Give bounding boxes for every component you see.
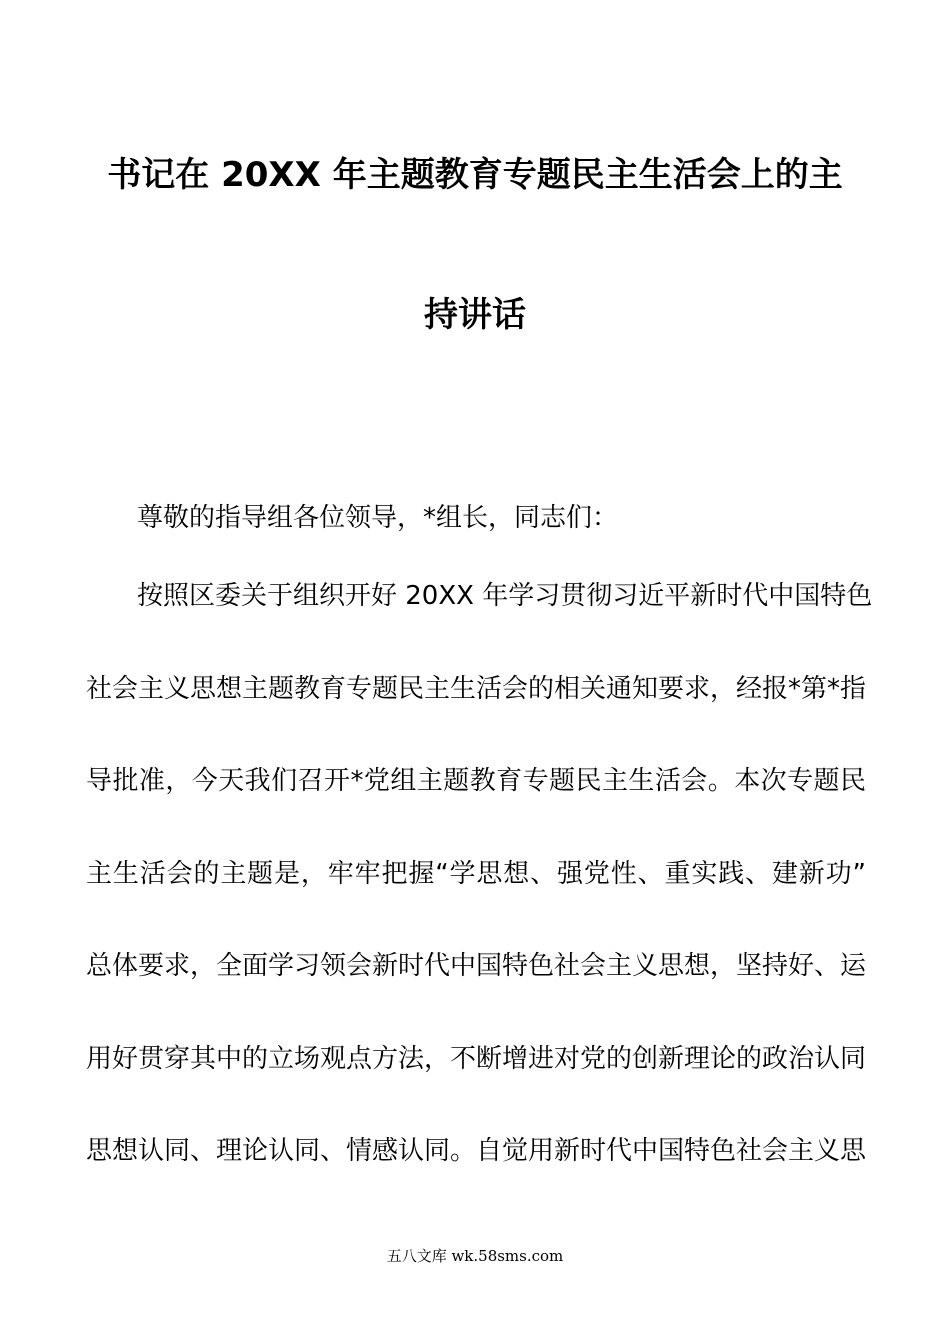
document-title-line-1: 书记在 20XX 年主题教育专题民主生活会上的主: [107, 155, 843, 195]
paragraph-line: 用好贯穿其中的立场观点方法，不断增进对党的创新理论的政治认同: [86, 1044, 867, 1074]
paragraph-line: 按照区委关于组织开好 20XX 年学习贯彻习近平新时代中国特色: [137, 581, 873, 611]
paragraph-line: 思想认同、理论认同、情感认同。自觉用新时代中国特色社会主义思: [86, 1136, 867, 1166]
paragraph-line: 主生活会的主题是，牢牢把握“学思想、强党性、重实践、建新功”: [86, 859, 866, 889]
salutation: 尊敬的指导组各位领导，*组长，同志们：: [137, 503, 619, 533]
paragraph-line: 总体要求，全面学习领会新时代中国特色社会主义思想，坚持好、运: [86, 951, 867, 981]
document-title-line-2: 持讲话: [424, 295, 526, 335]
footer-watermark: 五八文库 wk.58sms.com: [386, 1247, 564, 1265]
paragraph-line: 导批准，今天我们召开*党组主题教育专题民主生活会。本次专题民: [86, 766, 866, 796]
paragraph-line: 社会主义思想主题教育专题民主生活会的相关通知要求，经报*第*指: [86, 674, 867, 704]
